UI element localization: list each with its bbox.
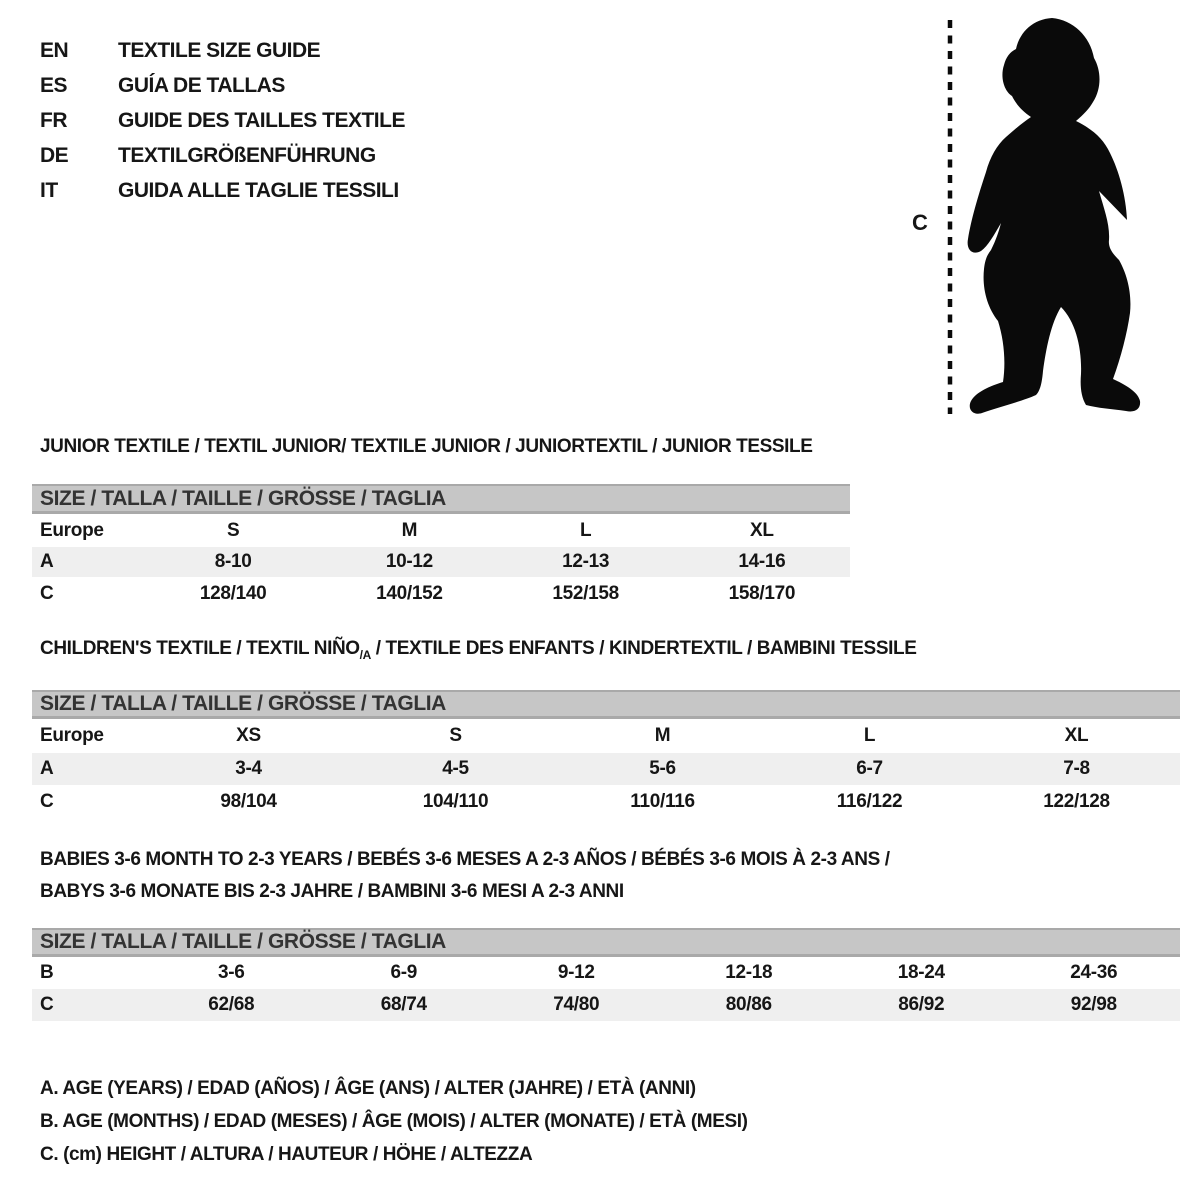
value-cell: 68/74 (380, 994, 427, 1015)
language-guide-title: GUÍA DE TALLAS (118, 73, 285, 97)
children-size-header-bar (32, 690, 1180, 719)
value-cell: 92/98 (1070, 994, 1117, 1015)
row-label: C (40, 582, 54, 604)
children-section-title (40, 638, 916, 662)
size-header-text: SIZE / TALLA / TAILLE / GRÖSSE / TAGLIA (40, 930, 446, 953)
junior-section-title: JUNIOR TEXTILE / TEXTIL JUNIOR/ TEXTILE JUNIOR / JUNIORTEXTIL / JUNIOR TESSILE (40, 436, 813, 457)
language-guide-title: TEXTILE SIZE GUIDE (118, 38, 321, 62)
size-cell: S (449, 725, 462, 746)
value-cell: 122/128 (1043, 790, 1110, 812)
children-row-europe (32, 719, 1180, 753)
value-cell: 6-9 (390, 962, 418, 983)
row-label: C (40, 790, 54, 812)
row-label: B (40, 962, 54, 983)
children-title-sub: /A (359, 647, 371, 662)
language-row (40, 68, 405, 103)
value-cell: 5-6 (649, 758, 676, 779)
language-code: ES (40, 73, 68, 97)
babies-section-title-line2: BABYS 3-6 MONATE BIS 2-3 JAHRE / BAMBINI 3-6 MESI A 2-3 ANNI (40, 881, 624, 902)
language-row (40, 173, 405, 208)
children-row-c (32, 785, 1180, 818)
value-cell: 104/110 (422, 790, 489, 812)
row-label: A (40, 551, 54, 572)
value-cell: 98/104 (220, 790, 277, 812)
junior-row-c (32, 577, 850, 610)
size-cell: XL (750, 519, 774, 541)
children-title-pre: CHILDREN'S TEXTILE / TEXTIL NIÑO (40, 638, 360, 659)
value-cell: 80/86 (725, 994, 772, 1015)
row-label: Europe (40, 725, 104, 746)
value-cell: 6-7 (856, 758, 883, 779)
language-row (40, 33, 405, 68)
language-row (40, 138, 405, 173)
legend-line-b: B. AGE (MONTHS) / EDAD (MESES) / ÂGE (MOIS) / ALTER (MONATE) / ETÀ (MESI) (40, 1110, 748, 1132)
value-cell: 7-8 (1063, 758, 1090, 779)
language-code: EN (40, 38, 69, 62)
value-cell: 9-12 (557, 962, 595, 983)
value-cell: 24-36 (1070, 962, 1118, 983)
language-guide-title: TEXTILGRÖßENFÜHRUNG (118, 143, 376, 167)
legend-line-c: C. (cm) HEIGHT / ALTURA / HAUTEUR / HÖHE / ALTEZZA (40, 1143, 533, 1165)
value-cell: 3-4 (235, 758, 262, 779)
value-cell: 128/140 (199, 582, 267, 604)
legend-line-a: A. AGE (YEARS) / EDAD (AÑOS) / ÂGE (ANS) / ALTER (JAHRE) / ETÀ (ANNI) (40, 1077, 696, 1099)
size-cell: S (226, 519, 240, 541)
value-cell: 158/170 (728, 582, 796, 604)
children-title-post: / TEXTILE DES ENFANTS / KINDERTEXTIL / BAMBINI TESSILE (370, 638, 917, 659)
size-header-text: SIZE / TALLA / TAILLE / GRÖSSE / TAGLIA (40, 692, 446, 715)
row-label: Europe (40, 519, 104, 541)
size-cell: L (863, 725, 876, 746)
height-measure-label: C (912, 210, 928, 235)
language-code: DE (40, 143, 69, 167)
value-cell: 86/92 (898, 994, 945, 1015)
value-cell: 152/158 (552, 582, 619, 604)
value-cell: 12-13 (562, 551, 610, 572)
language-guide-title: GUIDA ALLE TAGLIE TESSILI (118, 178, 399, 202)
value-cell: 3-6 (217, 962, 245, 983)
size-header-text: SIZE / TALLA / TAILLE / GRÖSSE / TAGLIA (40, 486, 446, 510)
language-guide-title: GUIDE DES TAILLES TEXTILE (118, 108, 405, 132)
junior-size-header-bar (32, 484, 850, 514)
value-cell: 140/152 (376, 582, 443, 604)
size-cell: L (579, 519, 592, 541)
row-label: C (40, 994, 54, 1015)
height-figure (905, 10, 1155, 425)
size-cell: XL (1064, 725, 1089, 746)
language-title-list (40, 33, 405, 208)
value-cell: 8-10 (214, 551, 252, 572)
value-cell: 74/80 (553, 994, 600, 1015)
value-cell: 10-12 (385, 551, 433, 572)
row-label: A (40, 758, 54, 779)
language-code: IT (40, 178, 58, 202)
value-cell: 12-18 (725, 962, 773, 983)
babies-row-b (32, 957, 1180, 989)
toddler-silhouette (968, 18, 1140, 414)
junior-row-a (32, 547, 850, 577)
value-cell: 110/116 (630, 790, 695, 812)
babies-size-header-bar (32, 928, 1180, 957)
value-cell: 14-16 (738, 551, 786, 572)
value-cell: 4-5 (442, 758, 469, 779)
value-cell: 62/68 (208, 994, 255, 1015)
language-row (40, 103, 405, 138)
value-cell: 116/122 (836, 790, 903, 812)
babies-row-c (32, 989, 1180, 1021)
language-code: FR (40, 108, 67, 132)
value-cell: 18-24 (897, 962, 945, 983)
size-cell: M (401, 519, 418, 541)
junior-row-europe (32, 514, 850, 547)
legend (40, 1072, 748, 1171)
size-cell: XS (236, 725, 261, 746)
size-cell: M (654, 725, 671, 746)
babies-section-title-line1: BABIES 3-6 MONTH TO 2-3 YEARS / BEBÉS 3-6 MESES A 2-3 AÑOS / BÉBÉS 3-6 MOIS À 2-3 ANS / (40, 849, 890, 870)
children-row-a (32, 753, 1180, 785)
